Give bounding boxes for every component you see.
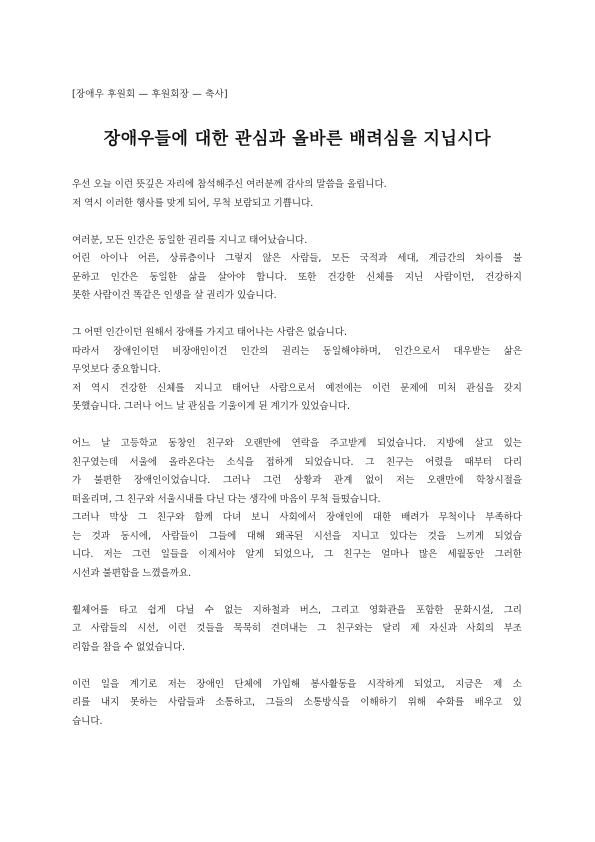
body-line: 이런 일을 계기로 저는 장애인 단체에 가입해 봉사활동을 시작하게 되었고, 지금은 제 소 [72,678,522,690]
paragraph-greeting [72,176,522,213]
body-line: 문하고 인간은 동일한 삶을 살아야 합니다. 또한 건강한 신체를 지닌 사람이던, 건강하지 [72,271,522,283]
paragraph-no-one-chooses [72,324,522,417]
body-line: 친구였는데 서울에 올라온다는 소식을 접하게 되었습니다. 그 친구는 어렸을 때부터 다리 [72,456,522,468]
body-line: 그러나 막상 그 친구와 함께 다녀 보니 사회에서 장애인에 대한 배려가 무척이나 부족하다 [72,512,522,523]
body-line: 여러분, 모든 인간은 동일한 권리를 지니고 태어났습니다. [72,234,308,246]
body-line: 리를 내지 못하는 사람들과 소통하고, 그들의 소통방식을 이해하기 위해 수화를 배우고 있 [72,697,522,708]
body-line: 저 역시 건강한 신체를 지니고 태어난 사람으로서 예전에는 이런 문제에 미처 관심을 갖지 [72,382,522,394]
body-line: 그 어떤 인간이던 원해서 장애를 가지고 태어나는 사람은 없습니다. [72,327,347,338]
body-line: 못했습니다. 그러나 어느 날 관심을 기울이게 된 계기가 있었습니다. [72,401,350,412]
body-line: 고 사람들의 시선, 이런 것들을 묵묵히 견뎌내는 그 친구와는 달리 제 자신과 사회의 부조 [72,623,522,634]
body-line: 무엇보다 중요합니다. [72,364,161,375]
body-line: 못한 사람이건 똑같은 인생을 살 권리가 있습니다. [72,290,277,301]
body-line: 저 역시 이러한 행사를 맞게 되어, 무척 보람되고 기쁩니다. [72,197,314,209]
body-line: 는 것과 동시에, 사람들이 그들에 대해 왜곡된 시선을 지니고 있다는 것을 느끼게 되었습 [72,530,522,542]
paragraph-wheelchair [72,602,522,658]
body-line: 떠올리며, 그 친구와 서울시내를 다닌 다는 생각에 마음이 무척 들떴습니다. [72,493,381,505]
paragraph-friend-story [72,435,522,583]
document-tag: [장애우 후원회 — 후원회장 — 축사] [72,89,228,100]
body-line: 우선 오늘 이런 뜻깊은 자리에 참석해주신 여러분께 감사의 말씀을 올립니다. [72,179,387,190]
body-line: 어린 아이나 어른, 상류층이나 그렇지 않은 사람들, 모든 국적과 세대, 계급간의 차이를 불 [72,253,522,264]
body-line: 따라서 장애인이던 비장애인이건 인간의 권리는 동일해야하며, 인간으로서 대우받는 삶은 [72,345,522,357]
paragraph-equal-rights [72,232,522,306]
document-body [72,176,522,750]
body-line: 휠체어를 타고 쉽게 다닐 수 없는 지하철과 버스, 그리고 영화관을 포함한 문화시설, 그리 [72,604,522,616]
body-line: 습니다. [72,715,103,727]
body-line: 리함을 참을 수 없었습니다. [72,641,186,653]
body-line: 어느 날 고등학교 동창인 친구와 오랜만에 연락을 주고받게 되었습니다. 지방에 살고 있는 [72,438,522,449]
body-line: 시선과 불편함을 느꼈을까요. [72,567,192,579]
document-title: 장애우들에 대한 관심과 올바른 배려심을 지닙시다 [103,129,492,149]
body-line: 가 불편한 장애인이었습니다. 그러나 그런 상황과 관계 없이 저는 오랜만에 학창시절을 [72,475,522,486]
body-line: 니다. 저는 그런 일들을 이제서야 알게 되었으나, 그 친구는 얼마나 많은 세월동안 그러한 [72,549,522,560]
paragraph-volunteer [72,676,522,732]
